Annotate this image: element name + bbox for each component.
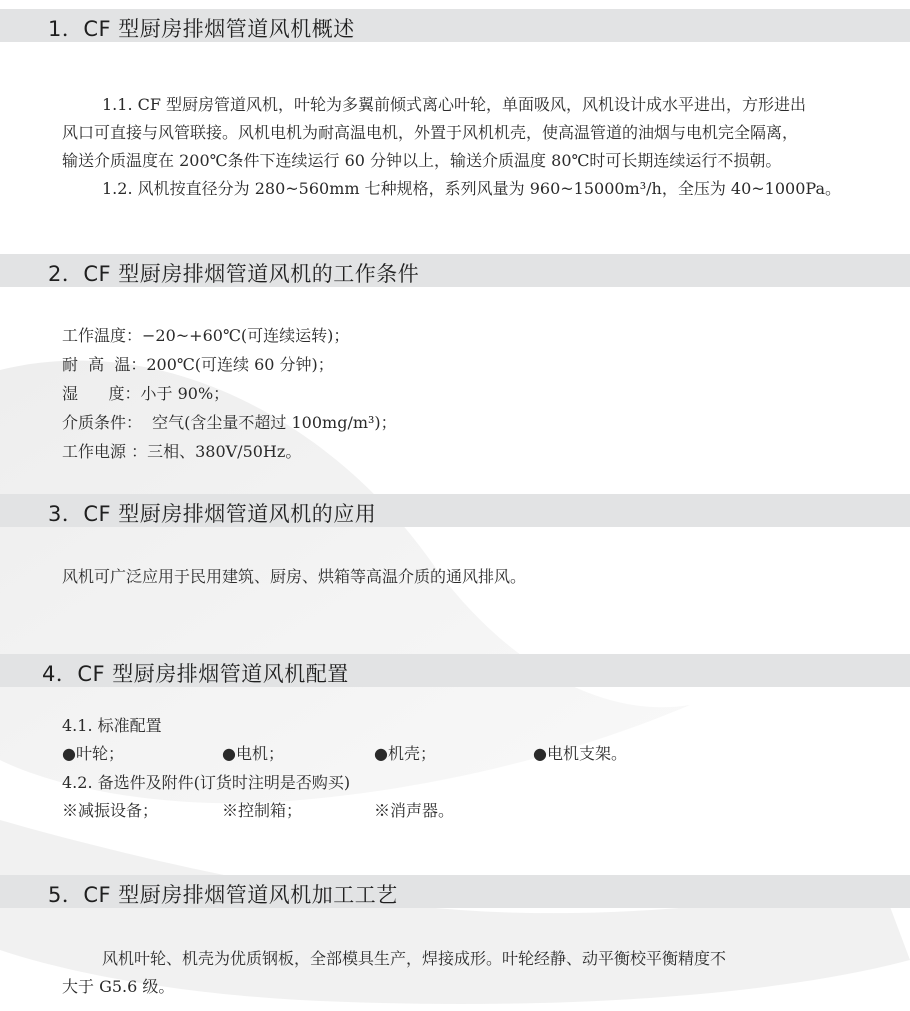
condition-power-supply: 工作电源 ：三相、380V/50Hz。 xyxy=(62,442,302,461)
condition-humidity: 湿 度：小于 90%； xyxy=(62,384,230,403)
section-1-body xyxy=(62,91,841,203)
section-3-header xyxy=(0,494,910,527)
overview-para-1-line-1: 1.1. CF 型厨房管道风机，叶轮为多翼前倾式离心叶轮，单面吸风，风机设计成水平进出，方形进出 xyxy=(102,95,807,114)
option-item-silencer: ※消声器。 xyxy=(374,801,455,820)
condition-temperature: 工作温度：−20~+60℃(可连续运转)； xyxy=(62,326,350,345)
working-conditions-list xyxy=(62,321,397,466)
section-1-title: 1．CF 型厨房排烟管道风机概述 xyxy=(48,17,355,41)
overview-para-1-line-2: 风口可直接与风管联接。风机电机为耐高温电机，外置于风机机壳，使高温管道的油烟与电机完全隔离， xyxy=(62,123,799,142)
condition-heat-resistance: 耐 高 温：200℃(可连续 60 分钟)； xyxy=(62,355,334,374)
optional-config-items xyxy=(0,797,910,825)
optional-config-title: 4.2. 备选件及附件(订货时注明是否购买) xyxy=(62,773,351,792)
standard-config-items xyxy=(0,740,910,768)
section-2-header xyxy=(0,254,910,287)
section-1-header xyxy=(0,9,910,42)
section-5-title: 5．CF 型厨房排烟管道风机加工工艺 xyxy=(48,883,398,907)
config-item-motor-bracket: ●电机支架。 xyxy=(533,744,627,763)
standard-config-title: 4.1. 标准配置 xyxy=(62,716,162,735)
process-line-2: 大于 G5.6 级。 xyxy=(62,977,175,996)
application-text: 风机可广泛应用于民用建筑、厨房、烘箱等高温介质的通风排风。 xyxy=(62,567,527,586)
option-item-control-box: ※控制箱； xyxy=(222,801,303,820)
config-item-impeller: ●叶轮； xyxy=(62,744,124,763)
condition-medium: 介质条件： 空气(含尘量不超过 100mg/m³)； xyxy=(62,413,397,432)
config-item-casing: ●机壳； xyxy=(374,744,436,763)
section-4-title: 4．CF 型厨房排烟管道风机配置 xyxy=(42,662,349,686)
section-3-title: 3．CF 型厨房排烟管道风机的应用 xyxy=(48,502,377,526)
section-4-header xyxy=(0,654,910,687)
section-5-header xyxy=(0,875,910,908)
process-line-1: 风机叶轮、机壳为优质钢板，全部模具生产，焊接成形。叶轮经静、动平衡校平衡精度不 xyxy=(102,949,727,968)
overview-para-2-line-1: 1.2. 风机按直径分为 280~560mm 七种规格，系列风量为 960~15000m³/h，全压为 40~1000Pa。 xyxy=(102,179,841,198)
option-item-damping: ※减振设备； xyxy=(62,801,159,820)
process-text xyxy=(62,945,726,1001)
section-2-title: 2．CF 型厨房排烟管道风机的工作条件 xyxy=(48,262,420,286)
overview-para-1-line-3: 输送介质温度在 200℃条件下连续运行 60 分钟以上，输送介质温度 80℃时可长期连续运行不损朝。 xyxy=(62,151,782,170)
config-item-motor: ●电机； xyxy=(222,744,284,763)
